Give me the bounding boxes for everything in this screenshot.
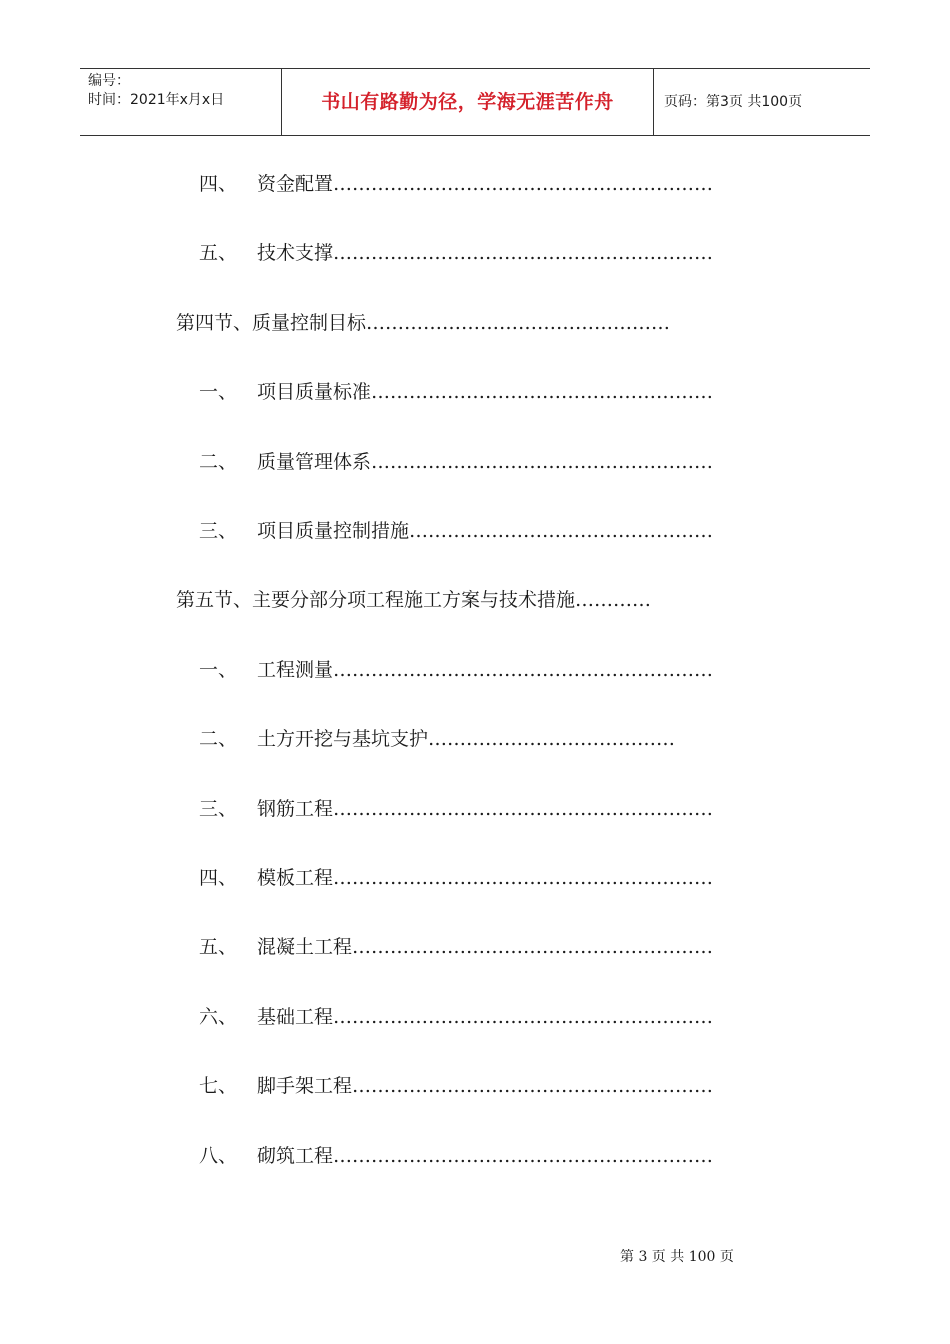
toc-entry[interactable] (199, 172, 746, 196)
toc-entry-number: 一、 (199, 659, 238, 681)
toc-entry-title: 工程测量 (257, 659, 334, 681)
header-time-label: 时间：2021年x月x日 (88, 92, 225, 108)
toc-entry-number: 三、 (199, 520, 238, 542)
toc-entry[interactable] (199, 935, 746, 959)
toc-entry-leader-dots: ………………………………………………… (352, 1075, 713, 1097)
header-motto: 书山有路勤为径，学海无涯苦作舟 (282, 69, 654, 135)
toc-entry[interactable] (199, 241, 746, 265)
toc-entry-number: 一、 (199, 381, 238, 403)
toc-entry-number: 八、 (199, 1145, 238, 1167)
toc-entry-title: 第五节、主要分部分项工程施工方案与技术措施 (176, 589, 576, 611)
toc-entry-title: 项目质量控制措施 (257, 520, 410, 542)
toc-entry[interactable] (199, 866, 746, 890)
toc-entry-leader-dots: …………………………………………………… (333, 1145, 713, 1167)
toc-entry-leader-dots: ………… (575, 589, 651, 611)
toc-entry[interactable] (199, 450, 746, 474)
toc-entry-title: 项目质量标准 (257, 381, 372, 403)
header-number-label: 编号： (88, 73, 130, 89)
toc-entry-title: 土方开挖与基坑支护 (257, 728, 429, 750)
toc-entry-number: 二、 (199, 451, 238, 473)
toc-entry[interactable] (199, 380, 746, 404)
toc-entry-leader-dots: ……………………………………………… (371, 451, 713, 473)
toc-entry[interactable] (199, 1005, 746, 1029)
page-footer: 第 3 页 共 100 页 (620, 1249, 734, 1265)
toc-entry-leader-dots: …………………………………………………… (333, 867, 713, 889)
toc-entry-leader-dots: ………………………………………… (366, 312, 670, 334)
toc-entry-title: 技术支撑 (257, 242, 334, 264)
toc-entry-leader-dots: ………………………………… (428, 728, 675, 750)
toc-entry-leader-dots: …………………………………………………… (333, 173, 713, 195)
toc-entry-leader-dots: ………………………………………… (409, 520, 713, 542)
toc-entry[interactable] (199, 1074, 746, 1098)
toc-entry[interactable] (176, 311, 746, 335)
toc-entry-number: 六、 (199, 1006, 238, 1028)
toc-entry-title: 砌筑工程 (257, 1145, 334, 1167)
toc-entry[interactable] (199, 1144, 746, 1168)
toc-entry[interactable] (199, 797, 746, 821)
toc-entry[interactable] (199, 727, 746, 751)
toc-entry-number: 三、 (199, 798, 238, 820)
toc-entry[interactable] (199, 658, 746, 682)
toc-entry-leader-dots: …………………………………………………… (333, 798, 713, 820)
toc-entry-title: 第四节、质量控制目标 (176, 312, 367, 334)
toc-entry-title: 模板工程 (257, 867, 334, 889)
toc-entry-title: 钢筋工程 (257, 798, 334, 820)
toc-entry-number: 五、 (199, 242, 238, 264)
toc-entry-title: 基础工程 (257, 1006, 334, 1028)
toc-entry-title: 脚手架工程 (257, 1075, 353, 1097)
toc-entry-number: 二、 (199, 728, 238, 750)
toc-entry-title: 混凝土工程 (257, 936, 353, 958)
toc-entry-leader-dots: ……………………………………………… (371, 381, 713, 403)
header-page-label: 页码：第3页 共100页 (664, 94, 803, 110)
toc-entry-leader-dots: ………………………………………………… (352, 936, 713, 958)
toc-entry-leader-dots: …………………………………………………… (333, 1006, 713, 1028)
toc-entry-number: 七、 (199, 1075, 238, 1097)
toc-entry[interactable] (176, 588, 746, 612)
toc-entry[interactable] (199, 519, 746, 543)
toc-entry-title: 资金配置 (257, 173, 334, 195)
toc-entry-leader-dots: …………………………………………………… (333, 659, 713, 681)
toc-entry-number: 四、 (199, 867, 238, 889)
toc-entry-leader-dots: …………………………………………………… (333, 242, 713, 264)
toc-entry-title: 质量管理体系 (257, 451, 372, 473)
toc-entry-number: 五、 (199, 936, 238, 958)
toc-entry-number: 四、 (199, 173, 238, 195)
